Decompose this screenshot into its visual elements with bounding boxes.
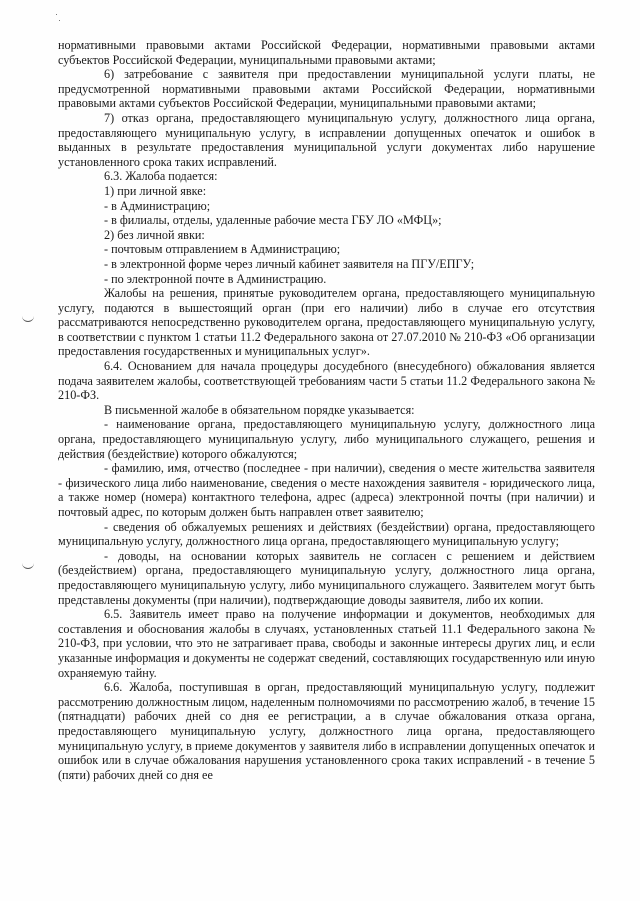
list-item: - фамилию, имя, отчество (последнее - при наличии), сведения о месте жительства заявителя - физического лица либо наименование, сведения о месте нахождения заявителя - юридического лица, а также номер (номера) контактного телефона, адрес (адреса) электронной почты (при наличии) и почтовый адрес, по которым должен быть направлен ответ заявителю;: [58, 461, 595, 519]
paragraph: Жалобы на решения, принятые руководителем органа, предоставляющего муниципальную услугу, подаются в вышестоящий орган (при его наличии) либо в случае его отсутствия рассматриваются непосредственно руководителем органа, предоставляющего муниципальную услугу, в соответствии с пунктом 1 статьи 11.2 Федерального закона от 27.07.2010 № 210-ФЗ «Об организации предоставления государственных и муниципальных услуг».: [58, 286, 595, 359]
scan-speck: [56, 14, 57, 15]
paragraph: 6.6. Жалоба, поступившая в орган, предоставляющий муниципальную услугу, подлежит рассмотрению должностным лицом, наделенным полномочиями по рассмотрению жалоб, в течение 15 (пятнадцати) рабочих дней со дня ее регистрации, а в случае обжалования отказа органа, предоставляющего муниципальную услугу, должностного лица органа, предоставляющего муниципальную услугу, в приеме документов у заявителя либо в исправлении допущенных опечаток и ошибок или в случае обжалования нарушения установленного срока таких исправлений - в течение 5 (пяти) рабочих дней со дня ее: [58, 680, 595, 782]
punch-hole-mark: [22, 316, 34, 322]
paragraph: 6) затребование с заявителя при предоставлении муниципальной услуги платы, не предусмотренной нормативными правовыми актами Российской Федерации, нормативными правовыми актами субъектов Российской Федерации, муниципальными правовыми актами;: [58, 67, 595, 111]
list-item: - в Администрацию;: [104, 198, 211, 213]
list-item: 2) без личной явки:: [104, 227, 205, 242]
punch-hole-mark: [22, 563, 34, 569]
list-item: - сведения об обжалуемых решениях и действиях (бездействии) органа, предоставляющего муниципальную услугу, должностного лица органа, предоставляющего муниципальную услугу;: [58, 519, 595, 549]
paragraph: 7) отказ органа, предоставляющего муниципальную услугу, должностного лица органа, предоставляющего муниципальную услугу, в исправлении допущенных опечаток и ошибок в выданных в результате предоставления муниципальной услуги документах либо нарушение установленного срока таких исправлений.: [58, 110, 595, 169]
list-item: - по электронной почте в Администрацию.: [104, 271, 327, 286]
paragraph: 6.4. Основанием для начала процедуры досудебного (внесудебного) обжалования является подача заявителем жалобы, соответствующей требованиям части 5 статьи 11.2 Федерального закона № 210-ФЗ.: [58, 359, 595, 403]
paragraph: нормативными правовыми актами Российской Федерации, нормативными правовыми актами субъектов Российской Федерации, муниципальными правовыми актами;: [58, 38, 595, 67]
document-body: [58, 38, 595, 782]
paragraph: В письменной жалобе в обязательном порядке указывается:: [104, 402, 415, 417]
list-item: - почтовым отправлением в Администрацию;: [104, 242, 341, 257]
list-item: - в электронной форме через личный кабинет заявителя на ПГУ/ЕПГУ;: [104, 256, 475, 271]
list-item: - доводы, на основании которых заявитель не согласен с решением и действием (бездействием) органа, предоставляющего муниципальную услугу, должностного лица органа, предоставляющего муниципальную услугу, либо муниципального служащего. Заявителем могут быть представлены документы (при наличии), подтверждающие доводы заявителя, либо их копии.: [58, 548, 595, 607]
paragraph: 6.5. Заявитель имеет право на получение информации и документов, необходимых для составления и обоснования жалобы в случаях, установленных статьей 11.1 Федерального закона № 210-ФЗ, при условии, что это не затрагивает права, свободы и законные интересы других лиц, и если указанные информация и документы не содержат сведений, составляющих государственную или иную охраняемую тайну.: [58, 607, 595, 680]
section-heading: 6.3. Жалоба подается:: [104, 169, 218, 184]
list-item: - наименование органа, предоставляющего муниципальную услугу, должностного лица органа, предоставляющего муниципальную услугу, либо муниципального служащего, решения и действия (бездействие) которого обжалуются;: [58, 417, 595, 461]
scan-speck: [59, 20, 60, 21]
list-item: 1) при личной явке:: [104, 183, 207, 198]
list-item: - в филиалы, отделы, удаленные рабочие места ГБУ ЛО «МФЦ»;: [104, 213, 442, 228]
